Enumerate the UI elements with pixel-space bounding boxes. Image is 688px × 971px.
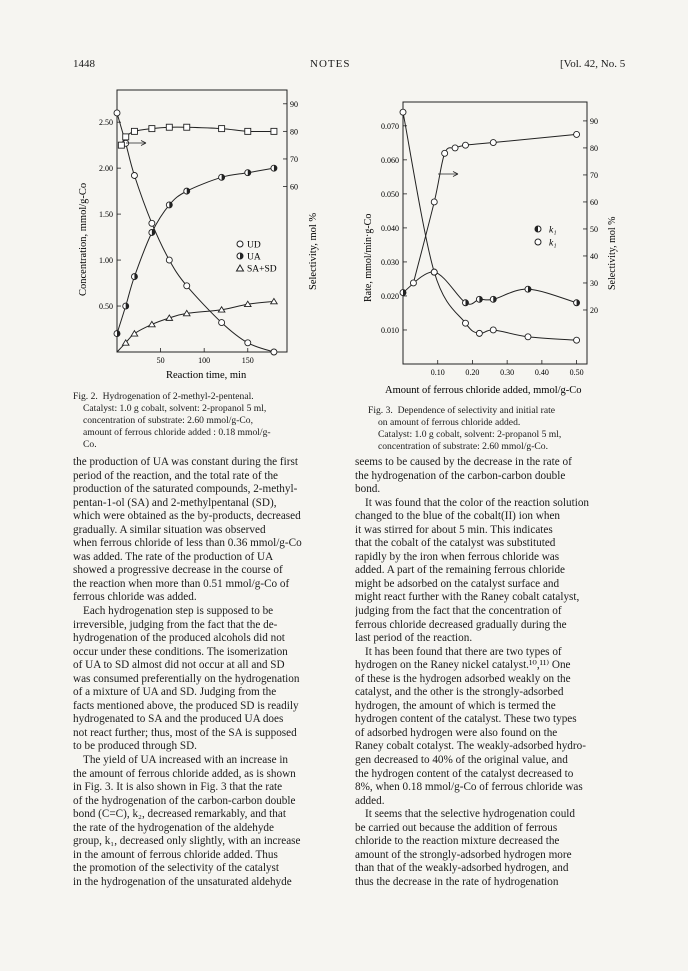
data-point-fill	[134, 274, 137, 280]
data-point	[271, 349, 277, 355]
series-k--0	[400, 269, 580, 306]
text-line: in Fig. 3. It is also shown in Fig. 3 that the rate	[73, 781, 283, 794]
data-point	[131, 128, 137, 134]
series-ua-1	[114, 165, 277, 336]
data-point-fill	[434, 269, 437, 275]
body-column-right	[355, 456, 630, 890]
y-right-tick-label: 20	[590, 305, 598, 315]
data-point	[271, 298, 278, 303]
data-point	[131, 274, 137, 280]
fig2-legend-sasd-marker	[237, 265, 244, 271]
series-line	[413, 134, 576, 283]
data-point	[490, 140, 496, 146]
data-point	[400, 290, 406, 296]
y-left-tick-label: 0.50	[99, 302, 113, 312]
y-left-tick-label: 0.010	[381, 325, 399, 335]
text-line: it was stirred for about 5 min. This indicates	[355, 523, 553, 536]
text-line: added.	[355, 794, 385, 807]
data-point	[574, 300, 580, 306]
data-point	[166, 257, 172, 263]
data-point	[166, 202, 172, 208]
fig3-arrow	[438, 172, 458, 177]
series-line	[121, 127, 274, 145]
series-line	[403, 112, 577, 340]
data-point	[218, 307, 225, 312]
text-line: production of the saturated compounds, 2-methyl-	[73, 483, 298, 496]
data-point-fill	[187, 188, 190, 194]
data-point	[123, 303, 129, 309]
data-point-fill	[479, 296, 482, 302]
series-line	[117, 168, 274, 333]
running-head: NOTES	[310, 58, 351, 70]
data-point-fill	[493, 296, 496, 302]
text-line: group, k₁, decreased only slightly, with an increase	[73, 835, 301, 848]
data-point	[271, 165, 277, 171]
data-point	[122, 340, 129, 345]
text-line: of a mixture of UA and SD. Judging from the	[73, 686, 277, 699]
y-left-tick-label: 0.040	[381, 223, 399, 233]
data-point	[476, 296, 482, 302]
text-line: It seems that the selective hydrogenation could	[365, 808, 576, 821]
data-point-fill	[117, 331, 120, 337]
data-point	[490, 327, 496, 333]
data-point	[490, 296, 496, 302]
y-right-tick-label: 70	[290, 154, 298, 164]
y-right-tick-label: 80	[290, 127, 298, 137]
y-left-tick-label: 1.50	[99, 210, 113, 220]
y-right-tick-label: 30	[590, 278, 598, 288]
data-point-fill	[465, 300, 468, 306]
data-point	[219, 320, 225, 326]
text-line: judging from the fact that the concentration of	[355, 605, 562, 618]
data-point	[400, 109, 406, 115]
series-sa-sd-2	[117, 298, 277, 352]
data-point	[123, 134, 129, 140]
text-line: catalyst, and the other is the strongly-adsorbed	[355, 686, 564, 699]
data-point	[184, 283, 190, 289]
text-line: which were obtained as the by-products, decreased	[73, 510, 301, 523]
fig2-y-right-label: Selectivity, mol %	[308, 212, 319, 290]
y-left-tick-label: 0.020	[381, 291, 399, 301]
data-point	[245, 128, 251, 134]
fig2-legend-ud: UD	[247, 240, 261, 251]
text-line: changed to the blue of the cobalt(II) ion when	[355, 510, 561, 523]
x-tick-label: 50	[156, 356, 165, 365]
text-line: It was found that the color of the reaction solution	[365, 496, 590, 509]
data-point	[452, 145, 458, 151]
text-line: of adsorbed hydrogen were also found on the	[355, 726, 558, 739]
data-point	[431, 269, 437, 275]
series-line	[117, 301, 274, 352]
text-line: irreversible, judging from the fact that the de-	[73, 618, 278, 631]
data-point	[166, 124, 172, 130]
y-right-tick-label: 40	[590, 251, 598, 261]
fig2-legend-ud-marker	[237, 241, 243, 247]
data-point	[431, 199, 437, 205]
x-tick-label: 0.50	[569, 368, 584, 377]
text-line: bond.	[355, 483, 381, 496]
text-line: hydrogen content of the catalyst. These two types	[355, 713, 577, 726]
data-point	[462, 142, 468, 148]
x-tick-label: 0.10	[430, 368, 445, 377]
data-point	[114, 331, 120, 337]
text-line: showed a progressive decrease in the course of	[73, 564, 283, 577]
text-line: It has been found that there are two types of	[365, 645, 562, 658]
data-point	[244, 301, 251, 306]
text-line: pentan-1-ol (SA) and 2-methylpentanal (SD),	[73, 496, 277, 509]
fig3-plot-frame	[403, 102, 587, 364]
text-line: last period of the reaction.	[355, 632, 473, 645]
y-left-tick-label: 0.030	[381, 257, 399, 267]
fig3-legend-k1-half: k₁	[549, 225, 557, 236]
text-line: Each hydrogenation step is supposed to be	[83, 605, 274, 618]
figure-2-caption	[73, 391, 343, 451]
data-point	[245, 340, 251, 346]
fig2-plot-frame	[117, 90, 287, 352]
y-left-tick-label: 0.070	[381, 121, 399, 131]
y-right-tick-label: 70	[590, 170, 598, 180]
series-selectivity-3	[118, 124, 277, 148]
y-right-tick-label: 90	[590, 116, 598, 126]
x-tick-label: 150	[241, 356, 254, 365]
fig2-legend-sasd: SA+SD	[247, 264, 277, 275]
data-point-fill	[126, 303, 129, 309]
x-tick-label: 0.40	[534, 368, 549, 377]
text-line: hydrogenated to SA and the produced UA does	[73, 713, 284, 726]
text-line: ferrous chloride decreased gradually during the	[355, 618, 567, 631]
caption-line: concentration of substrate: 2.60 mmol/g-Co,	[83, 415, 253, 426]
data-point	[219, 126, 225, 132]
fig2-y-left-label: Concentration, mmol/g-Co	[78, 182, 89, 296]
fig3-legend-k1-half-marker	[535, 226, 541, 232]
volume-info: [Vol. 42, No. 5	[560, 58, 626, 70]
body-column-left	[73, 456, 343, 890]
text-line: of these is the hydrogen adsorbed weakly on the	[355, 672, 571, 685]
data-point	[271, 128, 277, 134]
data-point	[219, 174, 225, 180]
data-point-fill	[528, 286, 531, 292]
data-point	[131, 172, 137, 178]
data-point-fill	[152, 229, 155, 235]
text-line: the reaction when more than 0.51 mmol/g-Co of	[73, 577, 290, 590]
text-line: not react further; thus, most of the SA is supposed	[73, 726, 297, 739]
text-line: gradually. A similar situation was observed	[73, 523, 266, 536]
caption-line: Co.	[83, 439, 97, 450]
text-line: 8%, when 0.18 mmol/g-Co of ferrous chloride was	[355, 781, 583, 794]
text-line: the hydrogenation of the carbon-carbon double	[355, 469, 566, 482]
x-tick-label: 0.20	[465, 368, 480, 377]
text-line: bond (C=C), k₂, decreased remarkably, and that	[73, 808, 286, 821]
y-right-tick-label: 60	[290, 182, 298, 192]
text-line: than that of the weakly-adsorbed hydrogen, and	[355, 862, 569, 875]
text-line: the amount of ferrous chloride added, as is shown	[73, 767, 296, 780]
y-left-tick-label: 0.060	[381, 155, 399, 165]
caption-line: on amount of ferrous chloride added.	[378, 417, 521, 428]
fig2-legend	[237, 241, 277, 275]
caption-line: amount of ferrous chloride added : 0.18 mmol/g-	[83, 427, 271, 438]
x-tick-label: 100	[198, 356, 211, 365]
fig2-x-label: Reaction time, min	[166, 370, 247, 381]
text-line: when ferrous chloride of less than 0.36 mmol/g-Co	[73, 537, 302, 550]
data-point	[149, 229, 155, 235]
data-point	[184, 188, 190, 194]
text-line: the rate of the hydrogenation of the aldehyde	[73, 821, 274, 834]
text-line: be carried out because the addition of ferrous	[355, 821, 558, 834]
text-line: facts mentioned above, the produced SD is readily	[73, 699, 299, 712]
text-line: to be produced through SD.	[73, 740, 197, 753]
text-line: thus the decrease in the rate of hydrogenation	[355, 875, 559, 888]
text-line: chloride to the reaction mixture decreased the	[355, 835, 560, 848]
series-ud-0	[114, 110, 277, 355]
text-line: the promotion of the selectivity of the catalyst	[73, 862, 279, 875]
data-point	[525, 286, 531, 292]
y-left-tick-label: 0.050	[381, 189, 399, 199]
series-line	[403, 272, 577, 304]
text-line: hydrogen on the Raney nickel catalyst.¹⁰,¹¹⁾ One	[355, 659, 571, 672]
caption-line: Fig. 2. Hydrogenation of 2-methyl-2-pentenal.	[73, 391, 254, 402]
data-point	[410, 280, 416, 286]
caption-line: Fig. 3. Dependence of selectivity and initial rate	[368, 405, 556, 416]
y-right-tick-label: 60	[590, 197, 598, 207]
data-point	[114, 110, 120, 116]
fig3-x-label: Amount of ferrous chloride added, mmol/g-Co	[385, 385, 582, 396]
data-point	[574, 337, 580, 343]
page-number: 1448	[73, 58, 95, 70]
fig2-legend-ua-marker	[237, 253, 243, 259]
text-line: ferrous chloride was added.	[73, 591, 197, 604]
text-line: was added. The rate of the production of UA	[73, 550, 274, 563]
fig3-legend-k1-open-marker	[535, 239, 541, 245]
data-point-fill	[248, 170, 251, 176]
text-line: in the hydrogenation of the unsaturated aldehyde	[73, 875, 292, 888]
series-k--1	[400, 109, 580, 343]
caption-line: Catalyst: 1.0 g cobalt, solvent: 2-propanol 5 ml,	[83, 403, 267, 414]
data-point	[245, 170, 251, 176]
data-point	[118, 142, 124, 148]
data-point	[574, 131, 580, 137]
data-point	[431, 269, 437, 275]
text-line: was consumed preferentially on the hydrogenation	[73, 672, 300, 685]
text-line: of the hydrogenation of the carbon-carbon double	[73, 794, 296, 807]
data-point-fill	[169, 202, 172, 208]
data-point	[123, 140, 129, 146]
data-point	[183, 310, 190, 315]
text-line: hydrogen, the amount of which is termed the	[355, 699, 556, 712]
text-line: added. A part of the remaining ferrous chloride	[355, 564, 566, 577]
y-left-tick-label: 2.50	[99, 118, 113, 128]
data-point	[525, 334, 531, 340]
text-line: The yield of UA increased with an increase in	[83, 754, 289, 767]
y-left-tick-label: 2.00	[99, 164, 113, 174]
text-line: period of the reaction, and the total rate of the	[73, 469, 279, 482]
text-line: hydrogenation of the produced alcohols did not	[73, 632, 285, 645]
text-line: gen decreased to 40% of the original value, and	[355, 754, 568, 767]
data-point	[149, 126, 155, 132]
series-selectivity-2	[410, 131, 579, 286]
data-point-fill	[577, 300, 580, 306]
text-line: the hydrogen content of the catalyst decreased to	[355, 767, 574, 780]
data-point	[166, 315, 173, 320]
text-line: seems to be caused by the decrease in the rate of	[355, 456, 572, 468]
text-line: of UA to SD almost did not occur at all and SD	[73, 659, 285, 672]
text-line: rapidly by the iron when ferrous chloride was	[355, 550, 560, 563]
y-right-tick-label: 50	[590, 224, 598, 234]
text-line: the production of UA was constant during the first	[73, 456, 298, 468]
text-line: amount of the strongly-adsorbed hydrogen more	[355, 848, 572, 861]
text-line: that the cobalt of the catalyst was substituted	[355, 537, 556, 550]
fig3-legend-k1-open: k₁	[549, 238, 557, 249]
data-point	[149, 220, 155, 226]
data-point-fill	[274, 165, 277, 171]
y-left-tick-label: 1.00	[99, 256, 113, 266]
data-point	[462, 300, 468, 306]
caption-line: concentration of substrate: 2.60 mmol/g-Co.	[378, 441, 548, 452]
fig2-legend-ua: UA	[247, 252, 261, 263]
caption-line: Catalyst: 1.0 g cobalt, solvent: 2-propanol 5 ml,	[378, 429, 562, 440]
text-line: Raney cobalt cotalyst. The weakly-adsorbed hydro-	[355, 740, 586, 753]
text-line: might be adsorbed on the catalyst surface and	[355, 577, 560, 590]
data-point	[184, 124, 190, 130]
series-line	[117, 113, 274, 352]
data-point-fill	[403, 290, 406, 296]
y-right-tick-label: 90	[290, 99, 298, 109]
figure-3-caption	[368, 405, 648, 453]
x-tick-label: 0.30	[500, 368, 515, 377]
data-point	[476, 330, 482, 336]
data-point	[462, 320, 468, 326]
data-point	[442, 150, 448, 156]
fig3-y-right-label: Selectivity, mol %	[607, 216, 618, 290]
text-line: might react further with the Raney cobalt catalyst,	[355, 591, 580, 604]
data-point	[131, 331, 138, 336]
fig3-y-left-label: Rate, mmol/min·g-Co	[363, 213, 374, 302]
data-point	[149, 321, 156, 326]
y-right-tick-label: 80	[590, 143, 598, 153]
fig3-legend	[535, 226, 557, 249]
data-point-fill	[222, 174, 225, 180]
fig2-arrow	[126, 141, 146, 146]
text-line: in the amount of ferrous chloride added. Thus	[73, 848, 278, 861]
text-line: occur under these conditions. The isomerization	[73, 645, 288, 658]
